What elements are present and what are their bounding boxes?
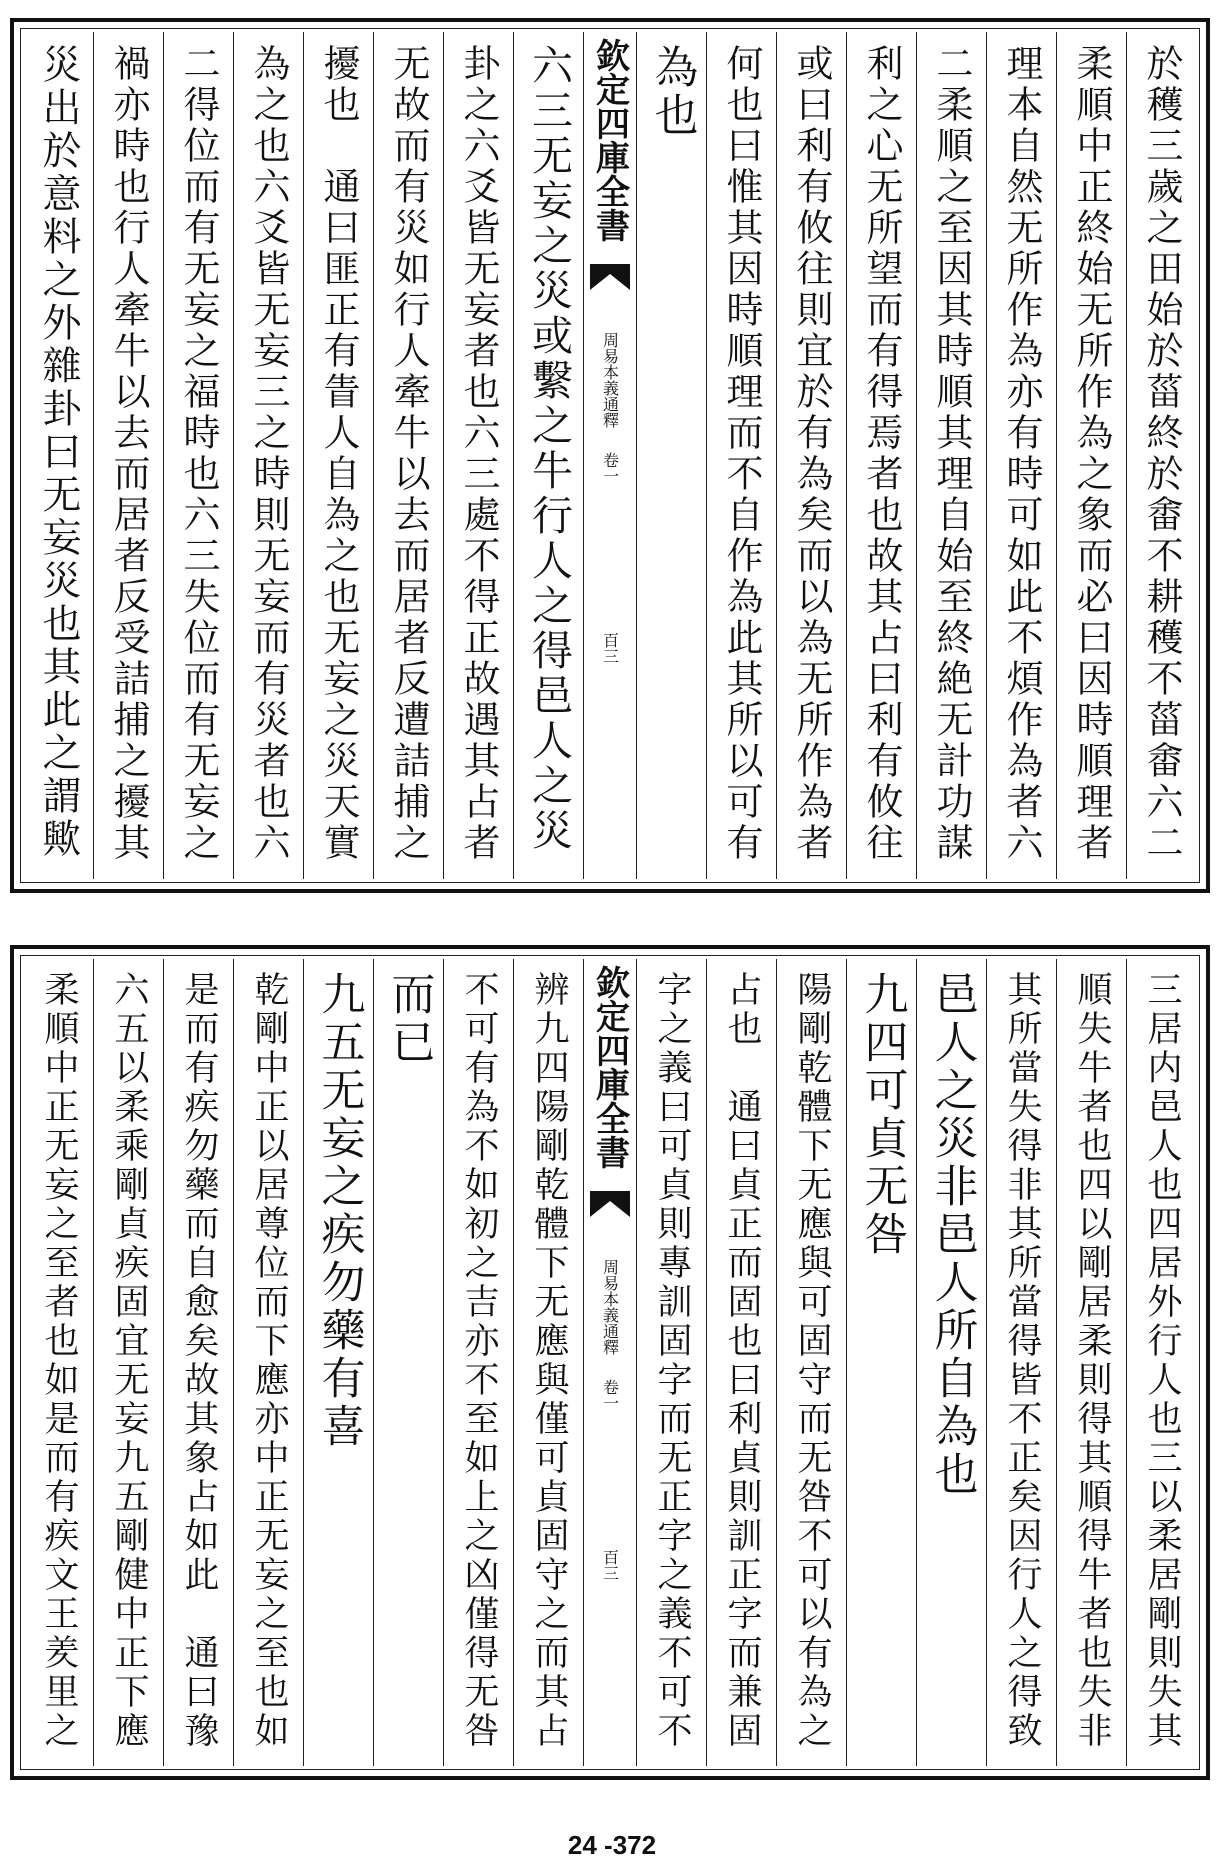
volume-label: 卷一 <box>600 452 620 484</box>
column-text: 六三无妄之災或繫之牛行人之得邑人之災 <box>525 44 573 854</box>
text-column <box>706 959 776 1766</box>
text-column <box>373 32 443 879</box>
fish-tail-mark-icon <box>590 1191 630 1217</box>
text-column <box>24 32 93 879</box>
text-column <box>303 959 373 1766</box>
column-text: 理本自然无所作為亦有時可如此不煩作為者六 <box>1000 44 1043 864</box>
column-text: 擾也 通曰匪正有眚人自為之也无妄之災天實 <box>317 44 360 864</box>
library-title: 欽定四庫全書 <box>589 38 630 242</box>
text-column <box>846 32 916 879</box>
page-number: 24 -372 <box>567 1830 657 1860</box>
volume-label: 卷一 <box>600 1379 620 1411</box>
column-text: 无故而有災如行人牽牛以去而居者反遭詰捕之 <box>387 44 430 864</box>
column-text: 不可有為不如初之吉亦不至如上之凶僅得无咎 <box>459 971 499 1751</box>
column-text: 辨九四陽剛乾體下无應與僅可貞固守之而其占 <box>529 971 569 1751</box>
text-column <box>303 32 373 879</box>
top-columns <box>24 32 1196 879</box>
book-title: 周易本義通釋 <box>600 1259 620 1355</box>
text-column <box>1056 959 1126 1766</box>
book-title: 周易本義通釋 <box>600 332 620 428</box>
text-column <box>373 959 443 1766</box>
column-text: 卦之六爻皆无妄者也六三處不得正故遇其占者 <box>457 44 500 864</box>
column-text: 災出於意料之外雜卦曰无妄災也其此之謂歟 <box>36 44 81 861</box>
column-text: 九五无妄之疾勿藥有喜 <box>313 971 365 1451</box>
center-margin <box>583 32 637 879</box>
text-column <box>233 32 303 879</box>
column-text: 柔順中正終始无所作為之象而必曰因時順理者 <box>1070 44 1113 864</box>
text-column <box>916 32 986 879</box>
text-column <box>916 959 986 1766</box>
column-text: 九四可貞无咎 <box>856 971 908 1259</box>
column-text: 六五以柔乘剛貞疾固宜无妄九五剛健中正下應 <box>109 971 149 1751</box>
column-text: 乾剛中正以居尊位而下應亦中正无妄之至也如 <box>249 971 289 1751</box>
fish-tail-mark-icon <box>590 264 630 290</box>
text-column <box>776 32 846 879</box>
column-text: 三居内邑人也四居外行人也三以柔居剛則失其 <box>1142 971 1182 1751</box>
column-text: 何也曰惟其因時順理而不自作為此其所以可有 <box>720 44 763 864</box>
text-column <box>706 32 776 879</box>
column-text: 其所當失得非其所當得皆不正矣因行人之得致 <box>1002 971 1042 1751</box>
text-column <box>163 32 233 879</box>
column-text: 字之義曰可貞則專訓固字而无正字之義不可不 <box>652 971 692 1751</box>
bottom-page-frame <box>10 945 1210 1780</box>
column-text: 順失牛者也四以剛居柔則得其順得牛者也失非 <box>1072 971 1112 1751</box>
column-text: 禍亦時也行人牽牛以去而居者反受詰捕之擾其 <box>107 44 150 864</box>
text-column <box>986 959 1056 1766</box>
text-column <box>24 959 93 1766</box>
column-text: 是而有疾勿藥而自愈矣故其象占如此 通曰豫 <box>179 971 219 1751</box>
text-column <box>93 32 163 879</box>
column-text: 柔順中正无妄之至者也如是而有疾文王羑里之 <box>39 971 79 1751</box>
top-page-frame <box>10 18 1210 893</box>
text-column <box>163 959 233 1766</box>
text-column <box>636 32 706 879</box>
text-column <box>513 32 583 879</box>
column-text: 或曰利有攸往則宜於有為矣而以為无所作為者 <box>790 44 833 864</box>
text-column <box>443 32 513 879</box>
text-column <box>443 959 513 1766</box>
column-text: 而已 <box>383 971 435 1067</box>
text-column <box>233 959 303 1766</box>
column-text: 占也 通曰貞正而固也曰利貞則訓正字而兼固 <box>722 971 762 1751</box>
text-column <box>93 959 163 1766</box>
text-column <box>636 959 706 1766</box>
text-column <box>1126 959 1196 1766</box>
column-text: 為之也六爻皆无妄三之時則无妄而有災者也六 <box>247 44 290 864</box>
text-column <box>513 959 583 1766</box>
text-column <box>1126 32 1196 879</box>
center-margin <box>583 959 637 1766</box>
column-text: 於穫三歲之田始於菑終於畬不耕穫不菑畬六二 <box>1140 44 1183 864</box>
leaf-number: 百三 <box>600 1549 620 1581</box>
leaf-number: 百三 <box>600 632 620 664</box>
column-text: 邑人之災非邑人所自為也 <box>926 971 978 1499</box>
bottom-columns <box>24 959 1196 1766</box>
column-text: 陽剛乾體下无應與可固守而无咎不可以有為之 <box>792 971 832 1751</box>
column-text: 二得位而有无妄之福時也六三失位而有无妄之 <box>177 44 220 864</box>
column-text: 利之心无所望而有得焉者也故其占曰利有攸往 <box>860 44 903 864</box>
text-column <box>776 959 846 1766</box>
text-column <box>986 32 1056 879</box>
text-column <box>1056 32 1126 879</box>
library-title: 欽定四庫全書 <box>589 965 630 1169</box>
column-text: 二柔順之至因其時順其理自始至終絶无計功謀 <box>930 44 973 864</box>
column-text: 為也 <box>646 44 698 140</box>
text-column <box>846 959 916 1766</box>
